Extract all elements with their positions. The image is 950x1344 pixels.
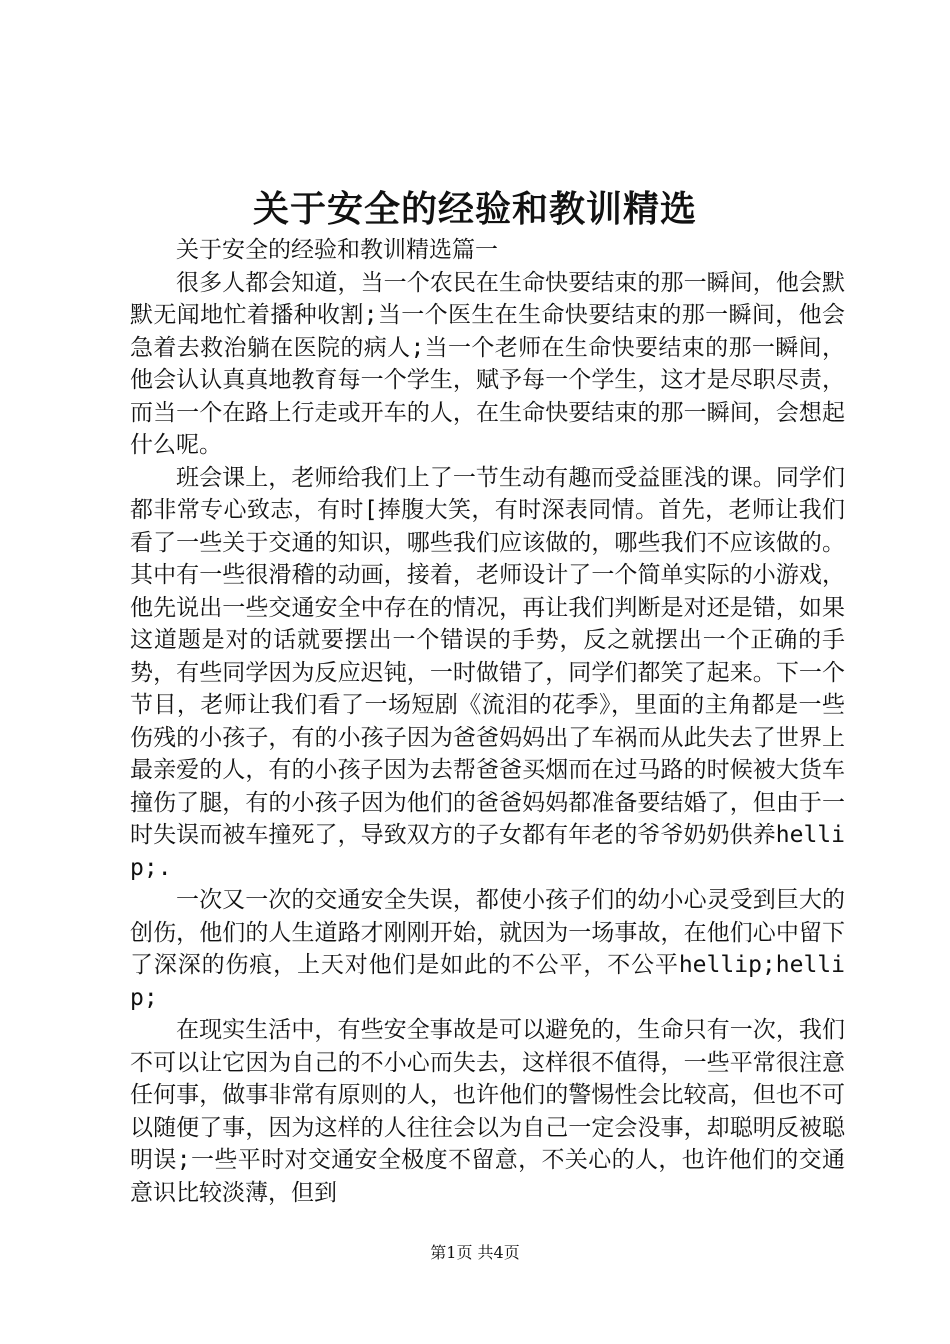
paragraph-3: 一次又一次的交通安全失误，都使小孩子们的幼小心灵受到巨大的创伤，他们的人生道路才刚刚开始，就因为一场事故，在他们心中留下了深深的伤痕，上天对他们是如此的不公平，不公平hellip;hellip; [130, 887, 845, 1011]
paragraph-subtitle: 关于安全的经验和教训精选篇一 [176, 237, 498, 263]
document-body [130, 234, 845, 1209]
page-footer: 第1页 共4页 [430, 1243, 520, 1262]
paragraph-4: 在现实生活中，有些安全事故是可以避免的，生命只有一次，我们不可以让它因为自己的不小心而失去，这样很不值得，一些平常很注意任何事，做事非常有原则的人，也许他们的警惕性会比较高，但也不可以随便了事，因为这样的人往往会以为自己一定会没事，却聪明反被聪明误;一些平时对交通安全极度不留意，不关心的人，也许他们的交通意识比较淡薄，但到 [130, 1017, 845, 1206]
paragraph-2: 班会课上，老师给我们上了一节生动有趣而受益匪浅的课。同学们都非常专心致志，有时[捧腹大笑，有时深表同情。首先，老师让我们看了一些关于交通的知识，哪些我们应该做的，哪些我们不应该做的。其中有一些很滑稽的动画，接着，老师设计了一个简单实际的小游戏，他先说出一些交通安全中存在的情况，再让我们判断是对还是错，如果这道题是对的话就要摆出一个错误的手势，反之就摆出一个正确的手势，有些同学因为反应迟钝，一时做错了，同学们都笑了起来。下一个节目，老师让我们看了一场短剧《流泪的花季》，里面的主角都是一些伤残的小孩子，有的小孩子因为爸爸妈妈出了车祸而从此失去了世界上最亲爱的人，有的小孩子因为去帮爸爸买烟而在过马路的时候被大货车撞伤了腿，有的小孩子因为他们的爸爸妈妈都准备要结婚了，但由于一时失误而被车撞死了，导致双方的子女都有年老的爷爷奶奶供养hellip;. [130, 464, 845, 881]
paragraph-1: 很多人都会知道，当一个农民在生命快要结束的那一瞬间，他会默默无闻地忙着播种收割;当一个医生在生命快要结束的那一瞬间，他会急着去救治躺在医院的病人;当一个老师在生命快要结束的那一瞬间，他会认认真真地教育每一个学生，赋予每一个学生，这才是尽职尽责，而当一个在路上行走或开车的人，在生命快要结束的那一瞬间，会想起什么呢。 [130, 269, 845, 458]
document-title: 关于安全的经验和教训精选 [252, 188, 697, 230]
